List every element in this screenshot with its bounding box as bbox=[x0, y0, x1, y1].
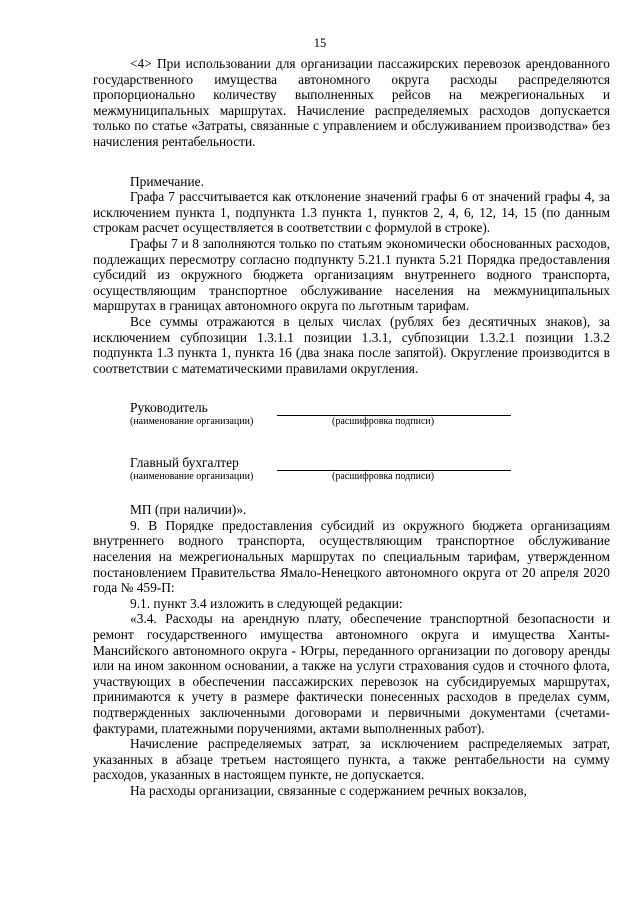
decode-caption: (расшифровка подписи) bbox=[332, 416, 435, 428]
org-caption: (наименование организации) bbox=[130, 416, 254, 428]
note-paragraph: Графы 7 и 8 заполняются только по статьям экономически обоснованных расходов, подлежащих пересмотру согласно подпункту 5.21.1 пункта 5.21 Порядка предоставления субсидий из окружного бюджета организациям внутреннего водного транспорта, осуществляющим транспортное обслуживание населения на межмуниципальных маршрутах в границах автономного округа по льготным тарифам. bbox=[93, 235, 610, 314]
stamp-text: МП (при наличии)». bbox=[130, 502, 247, 518]
spacer bbox=[93, 150, 610, 174]
amendment-paragraph: «3.4. Расходы на арендную плату, обеспечение транспортной безопасности и ремонт государственного имущества автономного округа и имущества Ханты-Мансийского автономного округа - Югры, переданного организации по договору аренды или на ином законном основании, а также на услуги страхования судов и сточного флота, участвующих в обеспечении пассажирских перевозок на субсидируемых маршрутах, принимаются к учету в размере фактически понесенных расходов в пределах сумм, подтвержденных заключенными договорами и первичными документами (счетами-фактурами, платежными поручениями, актами выполненных работ). bbox=[93, 611, 610, 736]
amendment-paragraph: 9.1. пункт 3.4 изложить в следующей редакции: bbox=[130, 595, 403, 611]
spacer bbox=[93, 440, 610, 455]
amendment-paragraph: Начисление распределяемых затрат, за исключением распределяемых затрат, указанных в абзаце третьем настоящего пункта, а также рентабельности на сумму расходов, указанных в настоящем пункте, не допускается. bbox=[93, 736, 610, 783]
note-paragraph: Все суммы отражаются в целых числах (рублях без десятичных знаков), за исключением субпозиции 1.3.1.1 позиции 1.3.1, субпозиции 1.3.2.1 позиции 1.3.2 подпункта 1.3 пункта 1, пункта 16 (два знака после запятой). Округление производится в соответствии с математическими правилами округления. bbox=[93, 313, 610, 376]
org-caption: (наименование организации) bbox=[130, 471, 254, 483]
amendment-paragraph: На расходы организации, связанные с содержанием речных вокзалов, bbox=[130, 782, 527, 798]
spacer bbox=[93, 376, 610, 400]
note-heading: Примечание. bbox=[130, 173, 204, 189]
note-paragraph: Графа 7 рассчитывается как отклонение значений графы 6 от значений графы 4, за исключением пункта 1, подпункта 1.3 пункта 1, пунктов 2, 4, 6, 12, 14, 15 (по данным строкам расчет осуществляется в соответствии с формулой в строке). bbox=[93, 189, 610, 236]
footnote-4-paragraph: <4> При использовании для организации пассажирских перевозок арендованного государственного имущества автономного округа расходы распределяются пропорционально количеству выполненных рейсов на межрегиональных и межмуниципальных маршрутах. Начисление распределяемых расходов допускается только по статье «Затраты, связанные с управлением и обслуживанием производства» без начисления рентабельности. bbox=[93, 56, 610, 149]
signature-block-accountant bbox=[93, 455, 610, 495]
spacer bbox=[93, 495, 610, 502]
signature-title: Главный бухгалтер bbox=[130, 455, 239, 471]
amendment-paragraph: 9. В Порядке предоставления субсидий из окружного бюджета организациям внутреннего водного транспорта, осуществляющим транспортное обслуживание населения на межрегиональных маршрутах по специальным тарифам, утвержденном постановлением Правительства Ямало-Ненецкого автономного округа от 20 апреля 2020 года № 459-П: bbox=[93, 517, 610, 596]
page-number: 15 bbox=[313, 36, 327, 50]
signature-title: Руководитель bbox=[130, 400, 208, 416]
decode-caption: (расшифровка подписи) bbox=[332, 471, 435, 483]
signature-block-director bbox=[93, 400, 610, 440]
document-body bbox=[93, 56, 610, 799]
